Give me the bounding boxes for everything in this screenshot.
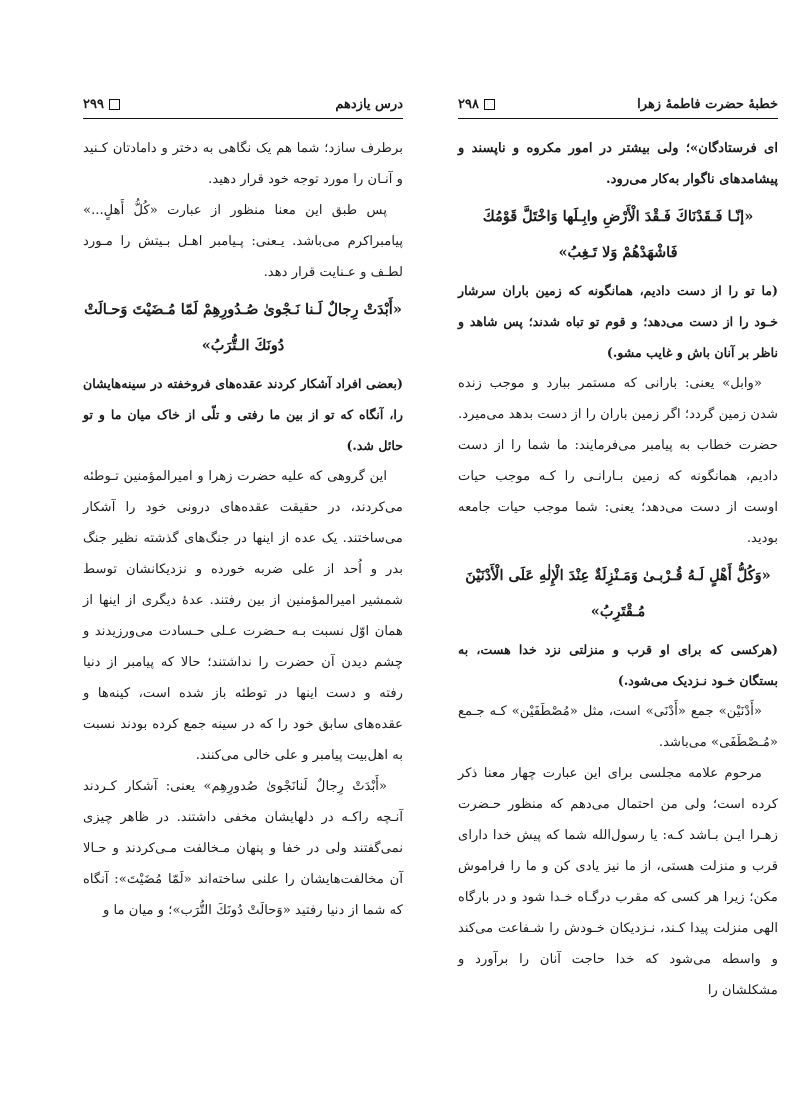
page-number: ۲۹۹ — [83, 97, 104, 112]
right-page — [458, 92, 778, 1072]
page-number-wrapper — [83, 97, 120, 112]
paragraph: این گروهی که علیه حضرت زهرا و امیرالمؤمنین تـوطئه می‌کردند، در حقیقت عقده‌های درونی خود را آشکار می‌ساختند. یک عده از اینها در جنگ‌های گذشته نظیر جنگ بدر و اُحد از علی ضربه خورده و نزدیکانشان توسط شمشیر امیرالمؤمنین از بین رفتند. عدهٔ دیگری از اینها از همان اوّل نسبت بـه حـضرت عـلی حـسادت می‌ورزیدند و چشم دیدن آن حضرت را نداشتند؛ حالا که پیامبر از دنیا رفته و دست اینها در توطئه باز شده است، کینه‌ها و عقده‌های سابق خود را که در سینه جمع کرده بودند نسبت به اهل‌بیت پیامبر و علی خالی می‌کنند. — [83, 469, 403, 763]
right-page-header — [458, 92, 778, 119]
paragraph: پس طبق این معنا منظور از عبارت «كُلُّ أَهلٍ...» پیامبراکرم می‌باشد. یـعنی: پـیامبر اهـل بـیتش را مـورد لطـف و عـنایت قرار دهد. — [83, 203, 403, 280]
paragraph: «أَدْنَيْن» جمع «أَدْنَى» است، مثل «مُصْطَفَيْن» کـه جـمع «مُـصْطَفَى» می‌باشد. — [458, 704, 778, 750]
running-title: درس یازدهم — [335, 97, 403, 112]
verse-translation: (ما تو را از دست دادیم، همانگونه که زمین باران سرشار خـود را از دست می‌دهد؛ و قوم تو تباه شدند؛ پس شاهد و ناظر بر آنان باش و غایب مشو.) — [458, 283, 778, 360]
left-page — [83, 92, 403, 1072]
poem-verse: «إنّـا فَـقَدْنَاكَ فَـقْدَ الْأَرْضِ وابِـلَها وَاخْتَلَّ قَوْمُكَ فَاشْهَدْهُمْ وَلا تَـغِبُ» — [482, 208, 754, 261]
paragraph: «أَبْدَتْ رِجالٌ لَنانَجْوىٰ صُدورِهِم» یعنی: آشکار کـردند آنـچه راکـه در دلهایشان مخفی داشتند. در ظاهر چیزی نمی‌گفتند ولی در خفا و پنهان مـخالفت مـی‌کردند و حـالا آن مخالفت‌هایشان را علنی ساخته‌اند «لَمّا مُضَيْتَ»: آنگاه که شما از دنیا رفتید «وَحالَتْ دُونَكَ التُّرَب»؛ و میان ما و — [83, 779, 403, 918]
verse-translation: (هرکسی که برای او قرب و منزلتی نزد خدا هست، به بستگان خـود نـزدیک می‌شود.) — [458, 642, 778, 688]
page-number: ۲۹۸ — [458, 97, 479, 112]
left-page-body — [83, 133, 403, 926]
right-page-body — [458, 133, 778, 1006]
left-page-header — [83, 92, 403, 119]
paragraph: مرحوم علامه مجلسی برای این عبارت چهار معنا ذکر کرده است؛ ولی من احتمال می‌دهم که منظور حـضرت زهـرا ایـن بـاشد کـه: یا رسول‌الله شما که پیش خدا دارای قرب و منزلت هستی، از ما نیز یادی کن و ما را فراموش مکن؛ زیرا هر کسی که مقرب درگـاه خـدا شود و در بارگاه الهی منزلت پیدا کـند، نـزدیکان خـودش را شـفاعت می‌کند و واسطه می‌شود که خدا حاجت آنان را برآورد و مشکلشان را — [458, 766, 778, 998]
poem-verse: «وَكُلُّ أَهْلٍ لَـهُ قُـرْبـىٰ وَمَـنْزِلَةٌ عِنْدَ الْإِلٰهِ عَلَى الْأَدْنَيْنَ مُـقْتَرِبُ» — [465, 567, 771, 620]
box-icon — [484, 99, 495, 110]
page-number-wrapper — [458, 97, 495, 112]
running-title: خطبهٔ حضرت فاطمهٔ زهرا — [637, 97, 778, 112]
verse-translation: (بعضی افراد آشکار کردند عقده‌های فروخفته در سینه‌هایشان را، آنگاه که تو از بین ما رفتی و تلّی از خاک میان ما و تو حائل شد.) — [83, 376, 403, 453]
paragraph: برطرف سازد؛ شما هم یک نگاهی به دختر و دامادتان کـنید و آنـان را مورد توجه خود قرار دهید. — [83, 141, 403, 187]
box-icon — [109, 99, 120, 110]
paragraph: ای فرستادگان»؛ ولی بیشتر در امور مکروه و ناپسند و پیشامدهای ناگوار به‌کار می‌رود. — [458, 141, 778, 187]
poem-verse: «أَبْدَتْ رِجالٌ لَـنا نَـجْوىٰ صُـدُورِهِمْ لَمّا مُـضَيْتَ وَحـالَتْ دُونَكَ الـتُّرَبُ» — [84, 301, 402, 354]
paragraph: «وابل» یعنی: بارانی که مستمر ببارد و موجب زنده شدن زمین گردد؛ اگر زمین باران را از دست بدهد می‌میرد. حضرت خطاب به پیامبر می‌فرمایند: ما شما را از دست دادیم، همانگونه که زمین بـارانـی را کـه موجب حیات اوست از دست می‌دهد؛ یعنی: شما موجب حیات جامعه بودید. — [458, 376, 778, 546]
